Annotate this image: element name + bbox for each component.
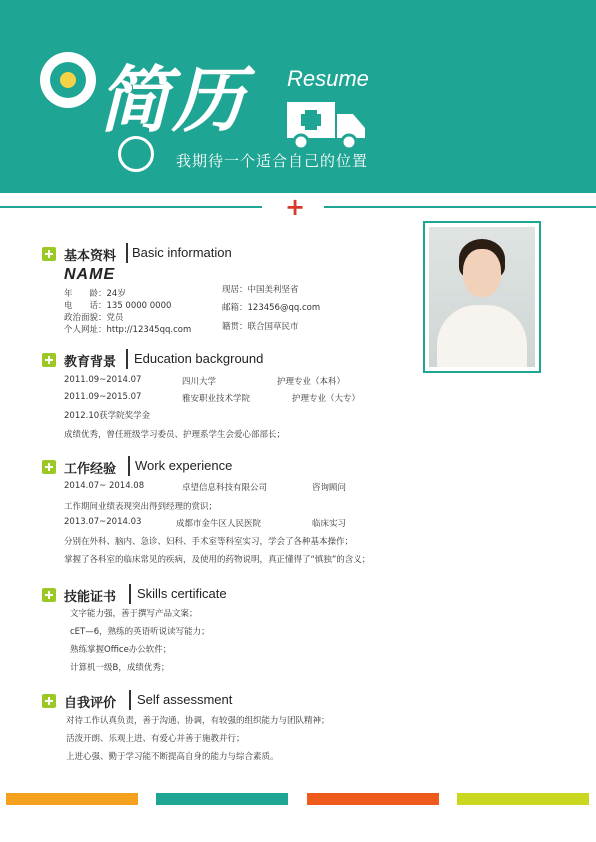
section-title-cn: 技能证书 xyxy=(64,590,117,605)
skill-item: 计算机一级B，成绩优秀； xyxy=(70,663,170,673)
skill-item: 熟练掌握Office办公软件； xyxy=(70,645,172,655)
basic-email: 邮箱：123456@qq.com xyxy=(222,303,321,313)
footer-bar-teal xyxy=(156,793,288,805)
basic-age: 年 龄：24岁 xyxy=(64,289,126,299)
red-cross-icon: + xyxy=(285,193,306,221)
basic-residence: 现居：中国美利坚省 xyxy=(222,285,299,295)
plus-square-icon xyxy=(42,353,56,367)
edu-award: 2012.10获学院奖学金 xyxy=(64,411,151,421)
job-1-title: 咨询顾问 xyxy=(312,483,347,493)
footer-bar-orange xyxy=(6,793,138,805)
job-1-company: 卓望信息科技有限公司 xyxy=(182,483,268,493)
divider-right xyxy=(324,206,596,208)
job-1-desc: 工作期间业绩表现突出得到经理的赏识； xyxy=(64,502,218,512)
plus-square-icon xyxy=(42,460,56,474)
edu-2-school: 雅安职业技术学院 xyxy=(182,394,251,404)
section-title-cn: 教育背景 xyxy=(64,355,117,370)
stethoscope-icon xyxy=(118,136,154,172)
job-2-company: 成都市金牛区人民医院 xyxy=(176,519,262,529)
person-name: NAME xyxy=(64,266,116,283)
skill-item: 文字能力强，善于撰写产品文案； xyxy=(70,609,198,619)
profile-photo xyxy=(423,221,541,373)
job-2-date: 2013.07~2014.03 xyxy=(64,517,142,527)
resume-title-en: Resume xyxy=(287,66,369,91)
self-item: 活泼开朗、乐观上进、有爱心并善于施教并行； xyxy=(66,734,245,744)
basic-website: 个人网址：http://12345qq.com xyxy=(64,325,192,335)
divider-left xyxy=(0,206,262,208)
section-title-en: Work experience xyxy=(135,458,233,473)
resume-subtitle: 我期待一个适合自己的位置 xyxy=(176,152,369,170)
plus-square-icon xyxy=(42,247,56,261)
skill-item: cET—6，熟练的英语听说读写能力； xyxy=(70,627,210,637)
edu-1-date: 2011.09~2014.07 xyxy=(64,375,142,385)
header-banner xyxy=(0,0,596,193)
plus-square-icon xyxy=(42,694,56,708)
basic-hometown: 籍贯：联合国草民市 xyxy=(222,322,299,332)
section-title-cn: 基本资料 xyxy=(64,249,117,264)
self-item: 上进心强、勤于学习能不断提高自身的能力与综合素质。 xyxy=(66,752,279,762)
job-1-date: 2014.07~ 2014.08 xyxy=(64,481,145,491)
resume-title-cn: 简历 xyxy=(98,58,247,142)
edu-2-major: 护理专业（大专） xyxy=(292,394,361,404)
section-title-en: Self assessment xyxy=(137,692,233,707)
basic-politics: 政治面貌：党员 xyxy=(64,313,124,323)
edu-note: 成绩优秀，曾任班级学习委员、护理系学生会爱心部部长； xyxy=(64,430,286,440)
plus-square-icon xyxy=(42,588,56,602)
edu-2-date: 2011.09~2015.07 xyxy=(64,392,142,402)
footer-bar-lime xyxy=(457,793,589,805)
section-title-en: Basic information xyxy=(132,245,232,260)
ambulance-icon xyxy=(287,100,365,150)
edu-1-major: 护理专业（本科） xyxy=(277,377,346,387)
basic-phone: 电 话：135 0000 0000 xyxy=(64,301,172,311)
footer-bar-red xyxy=(307,793,439,805)
job-2-desc-2: 掌握了各科室的临床常见的疾病，及使用的药物说明，真正懂得了“慎独”的含义； xyxy=(64,555,371,565)
flower-badge-icon xyxy=(40,52,96,108)
section-title-cn: 自我评价 xyxy=(64,696,117,711)
section-title-cn: 工作经验 xyxy=(64,462,117,477)
section-title-en: Education background xyxy=(134,351,264,366)
edu-1-school: 四川大学 xyxy=(182,377,217,387)
job-2-title: 临床实习 xyxy=(312,519,347,529)
self-item: 对待工作认真负责，善于沟通、协调，有较强的组织能力与团队精神； xyxy=(66,716,330,726)
section-title-en: Skills certificate xyxy=(137,586,227,601)
job-2-desc-1: 分别在外科、脑内、急诊、妇科、手术室等科室实习，学会了各种基本操作； xyxy=(64,537,354,547)
